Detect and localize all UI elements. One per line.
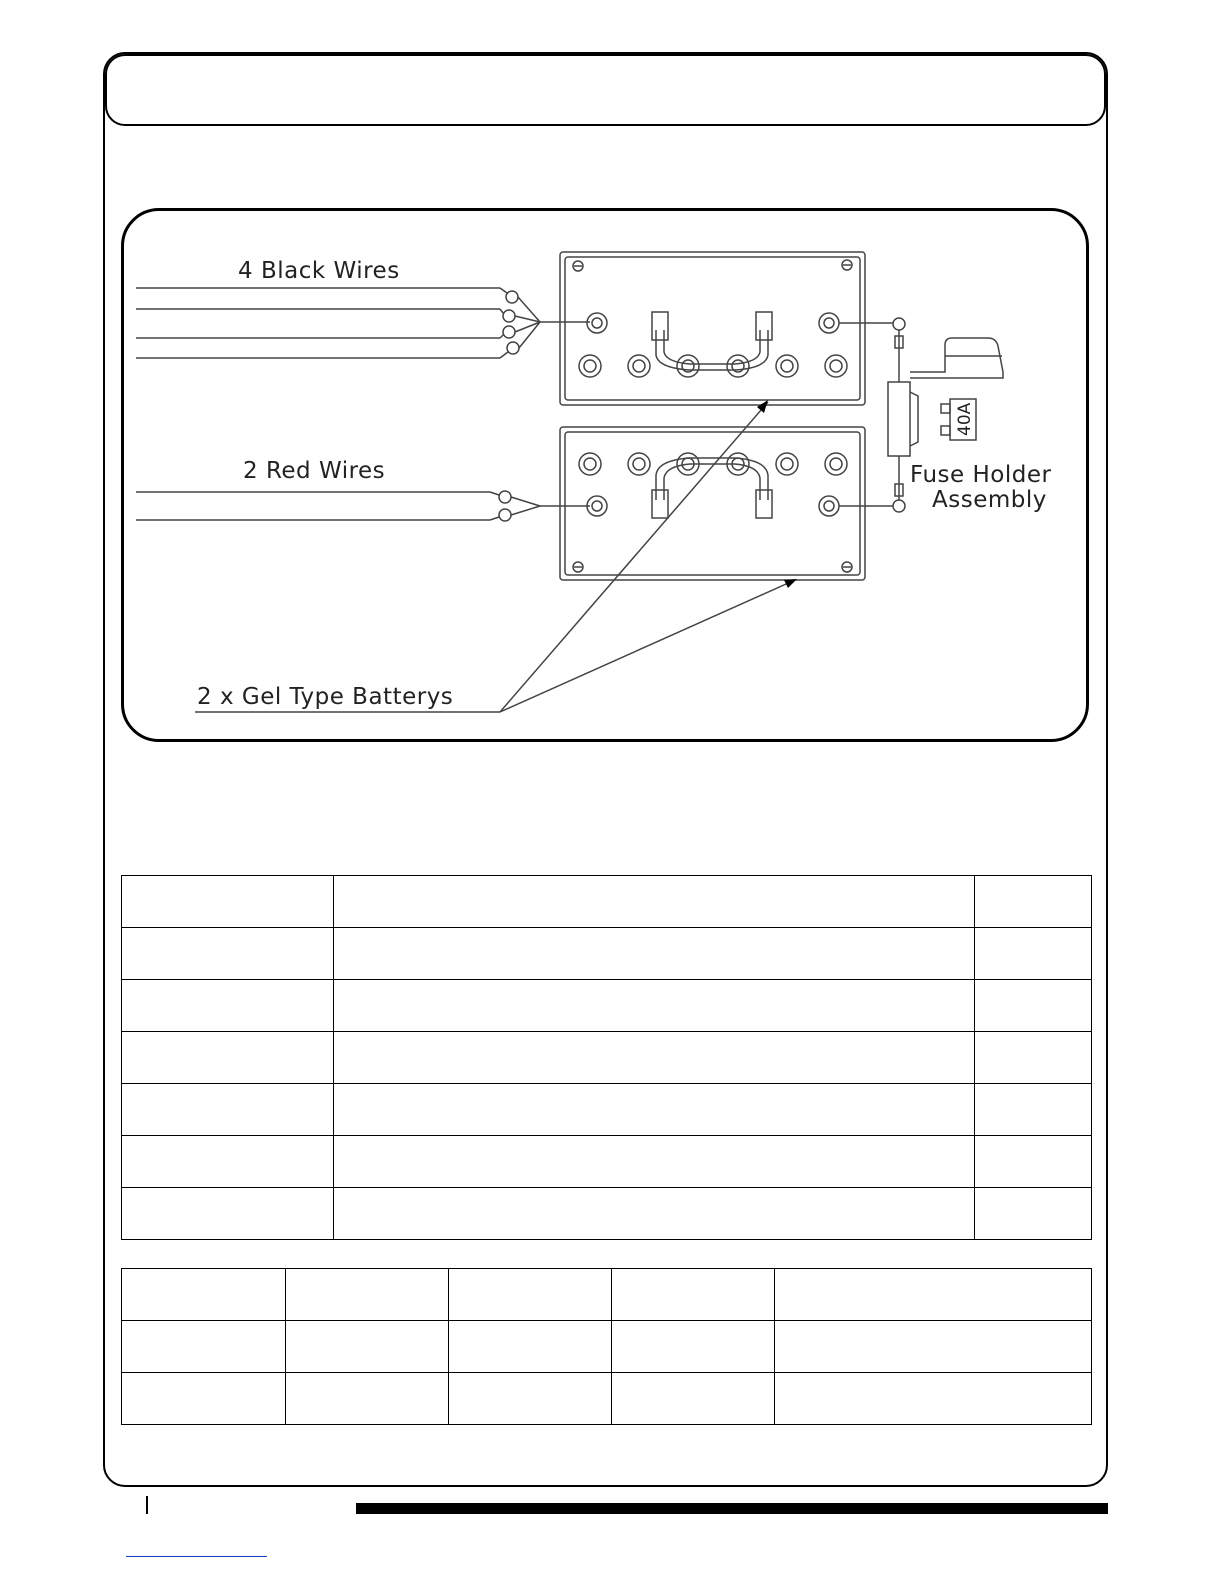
table-cell — [122, 876, 334, 928]
table-cell — [122, 1188, 334, 1240]
parts-table-row — [122, 980, 1092, 1032]
table-cell — [333, 928, 974, 980]
footer-page-marker — [146, 1496, 148, 1514]
fuse-rating-label: 40A — [955, 402, 975, 436]
red-wires — [136, 491, 590, 521]
parts-table-row — [122, 1032, 1092, 1084]
parts-table-row — [122, 928, 1092, 980]
batteries-label: 2 x Gel Type Batterys — [197, 684, 454, 710]
table-cell — [975, 980, 1092, 1032]
revision-table — [121, 1268, 1092, 1425]
table-cell — [122, 1373, 286, 1425]
parts-table-row — [122, 1188, 1092, 1240]
table-cell — [333, 876, 974, 928]
table-cell — [285, 1321, 448, 1373]
table-cell — [975, 1032, 1092, 1084]
table-cell — [612, 1373, 775, 1425]
table-cell — [612, 1321, 775, 1373]
parts-table-row — [122, 1136, 1092, 1188]
table-cell — [285, 1269, 448, 1321]
table-cell — [122, 1321, 286, 1373]
table-cell — [975, 1084, 1092, 1136]
black-wires-label: 4 Black Wires — [238, 258, 400, 284]
table-cell — [122, 980, 334, 1032]
table-cell — [333, 980, 974, 1032]
table-cell — [448, 1321, 612, 1373]
table-cell — [975, 1188, 1092, 1240]
table-cell — [448, 1373, 612, 1425]
table-cell — [975, 1136, 1092, 1188]
table-cell — [775, 1321, 1092, 1373]
table-cell — [333, 1188, 974, 1240]
table-cell — [122, 1269, 286, 1321]
parts-table-row — [122, 1084, 1092, 1136]
table-cell — [975, 876, 1092, 928]
parts-table — [121, 875, 1092, 1240]
table-cell — [333, 1032, 974, 1084]
battery-leader-lines — [195, 402, 795, 712]
table-cell — [122, 1136, 334, 1188]
table-cell — [448, 1269, 612, 1321]
table-cell — [122, 928, 334, 980]
black-wires — [136, 288, 590, 358]
table-cell — [333, 1084, 974, 1136]
battery-top — [560, 252, 865, 405]
red-wires-label: 2 Red Wires — [243, 458, 386, 484]
table-cell — [122, 1084, 334, 1136]
revision-table-row — [122, 1269, 1092, 1321]
footer-rule — [356, 1503, 1108, 1514]
fuse-holder-label-line2: Assembly — [932, 487, 1047, 513]
table-cell — [612, 1269, 775, 1321]
parts-table-row — [122, 876, 1092, 928]
footer-link-underline — [126, 1556, 267, 1557]
table-cell — [122, 1032, 334, 1084]
table-cell — [775, 1373, 1092, 1425]
table-cell — [333, 1136, 974, 1188]
revision-table-row — [122, 1321, 1092, 1373]
table-cell — [285, 1373, 448, 1425]
table-cell — [975, 928, 1092, 980]
revision-table-row — [122, 1373, 1092, 1425]
battery-bottom — [560, 427, 865, 580]
fuse-holder-label-line1: Fuse Holder — [910, 462, 1052, 488]
table-cell — [775, 1269, 1092, 1321]
